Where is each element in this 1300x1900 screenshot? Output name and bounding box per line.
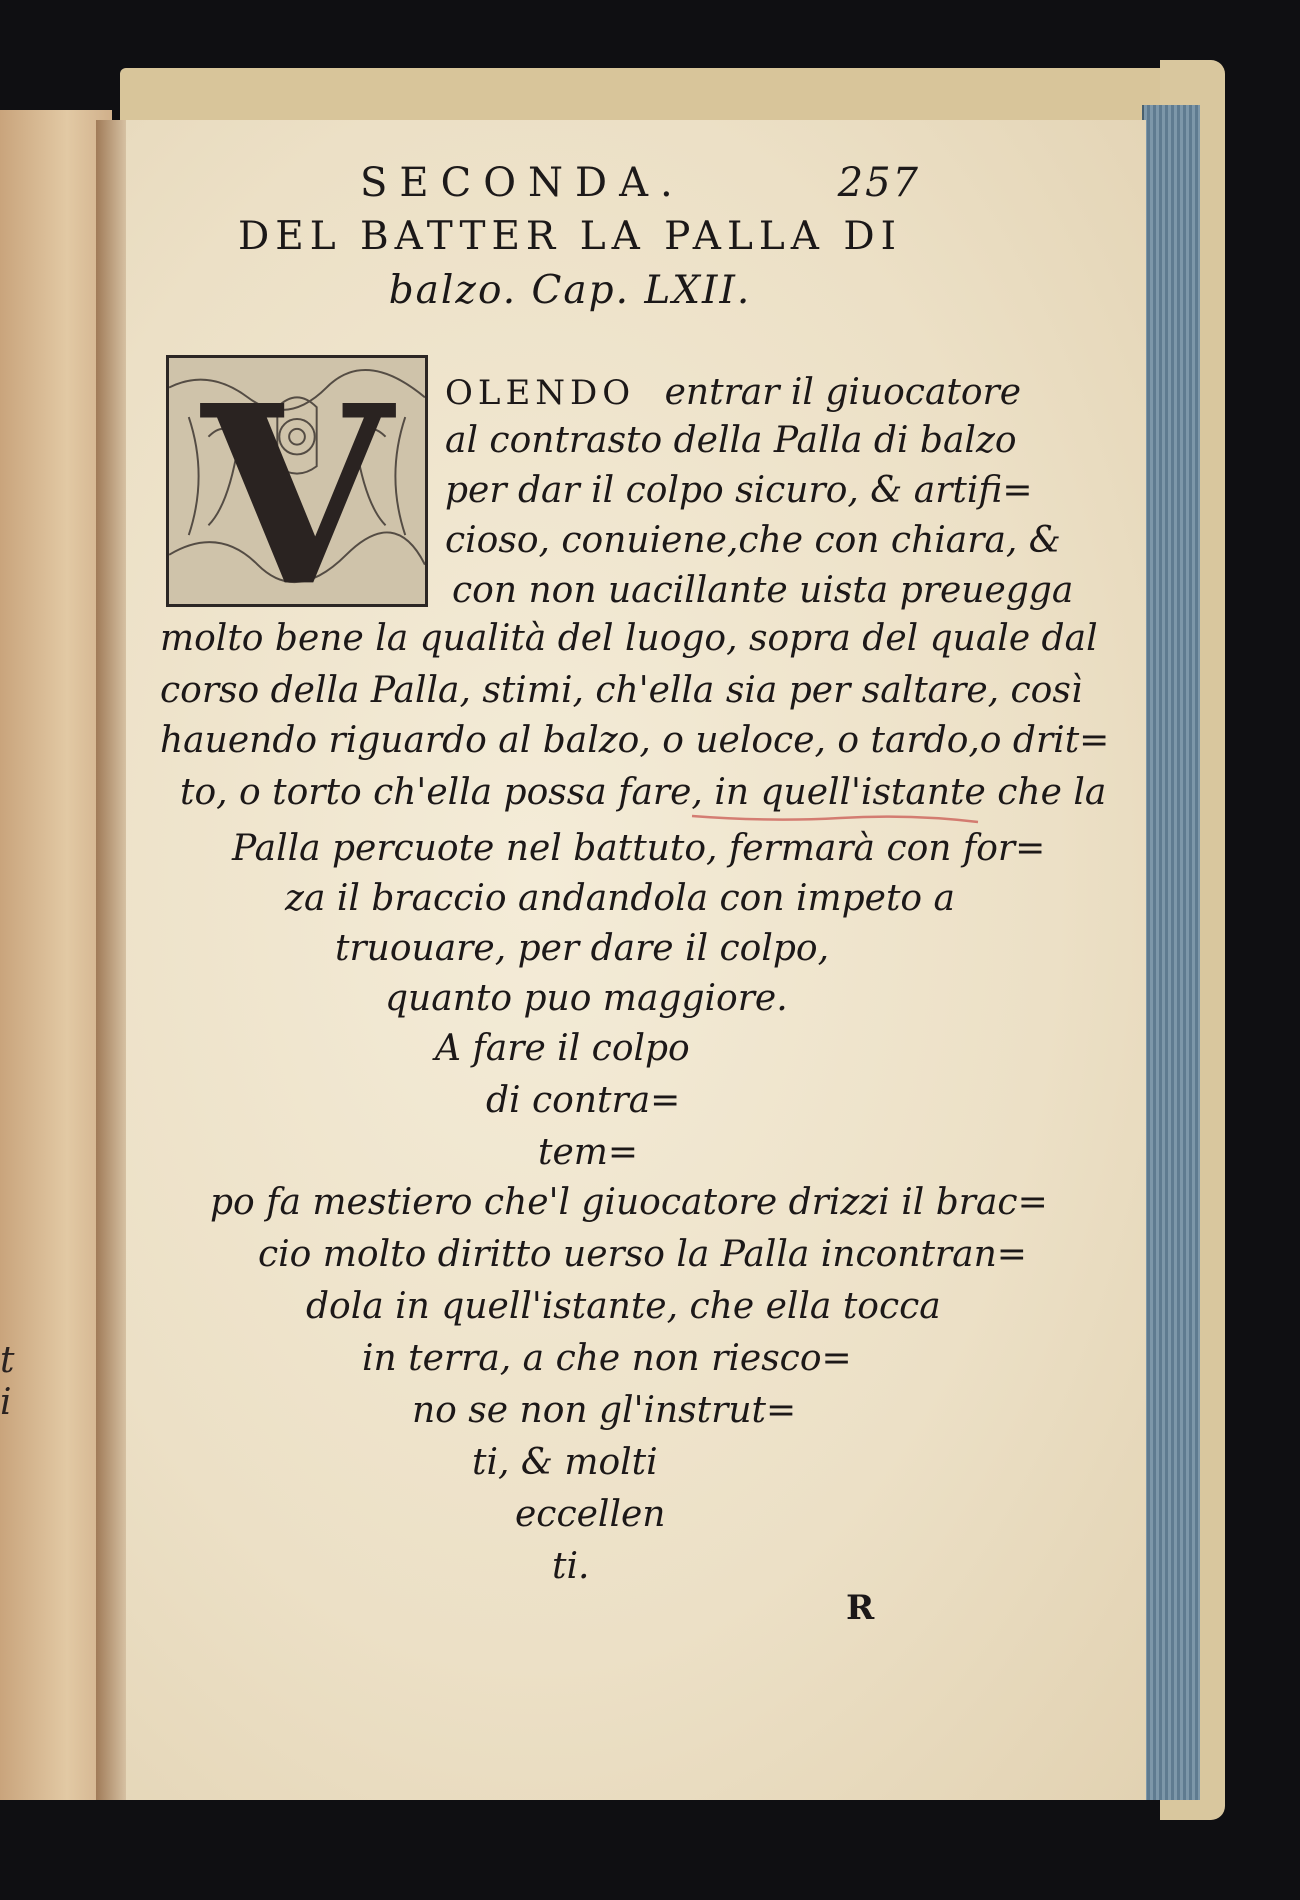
initial-letter: V — [201, 358, 393, 604]
text-line: hauendo riguardo al balzo, o ueloce, o tardo,o drit= — [160, 720, 1110, 761]
running-head-title: SECONDA. — [360, 160, 685, 206]
facing-page-letters — [0, 1340, 40, 1424]
text-line: za il braccio andandola con impeto a — [285, 878, 956, 919]
running-head — [360, 160, 920, 210]
text-line: corso della Palla, stimi, ch'ella sia per saltare, così — [160, 670, 1083, 711]
red-pencil-underline — [690, 812, 980, 826]
chapter-title-line-1: DEL BATTER LA PALLA DI — [237, 214, 903, 259]
page-number: 257 — [837, 160, 920, 206]
text-line: al contrasto della Palla di balzo — [445, 420, 1017, 461]
text-line: dola in quell'istante, che ella tocca — [306, 1286, 941, 1327]
text-line: ti. — [552, 1546, 590, 1587]
chapter-title — [150, 210, 990, 318]
text-line: in terra, a che non riesco= — [362, 1338, 852, 1379]
text-line: con non uacillante uista preuegga — [452, 570, 1074, 611]
text-line: cioso, conuiene,che con chiara, & — [445, 520, 1061, 561]
signature-mark: R — [846, 1588, 875, 1628]
first-word-smallcaps: OLENDO — [445, 373, 636, 413]
woodcut-initial-icon — [169, 358, 425, 604]
decorated-initial-v — [166, 355, 428, 607]
text-line: tem= — [538, 1132, 639, 1173]
text-line: po fa mestiero che'l giuocatore drizzi il brac= — [210, 1182, 1048, 1223]
text-line: Palla percuote nel battuto, fermarà con for= — [232, 828, 1046, 869]
text-line: molto bene la qualità del luogo, sopra del quale dal — [160, 618, 1098, 659]
facing-letter: i — [0, 1382, 12, 1423]
text-line: truouare, per dare il colpo, — [335, 928, 830, 969]
text-line: quanto puo maggiore. — [385, 978, 788, 1019]
text-line: to, o torto ch'ella possa fare, in quell'istante che la — [180, 772, 1107, 813]
text-line: di contra= — [486, 1080, 681, 1121]
facing-letter: t — [0, 1340, 15, 1381]
text-line: cio molto diritto uerso la Palla incontran= — [258, 1234, 1027, 1275]
text-line: A fare il colpo — [435, 1028, 690, 1069]
text-line: no se non gl'instrut= — [412, 1390, 797, 1431]
text-line: eccellen — [515, 1494, 666, 1535]
text-line: ti, & molti — [472, 1442, 658, 1483]
text-line-content: entrar il giuocatore — [664, 372, 1022, 413]
book-cover-top — [120, 68, 1220, 128]
chapter-title-line-2: balzo. Cap. LXII. — [388, 268, 752, 313]
page-fore-edge — [1142, 105, 1200, 1800]
text-line: per dar il colpo sicuro, & artifi= — [445, 470, 1033, 511]
